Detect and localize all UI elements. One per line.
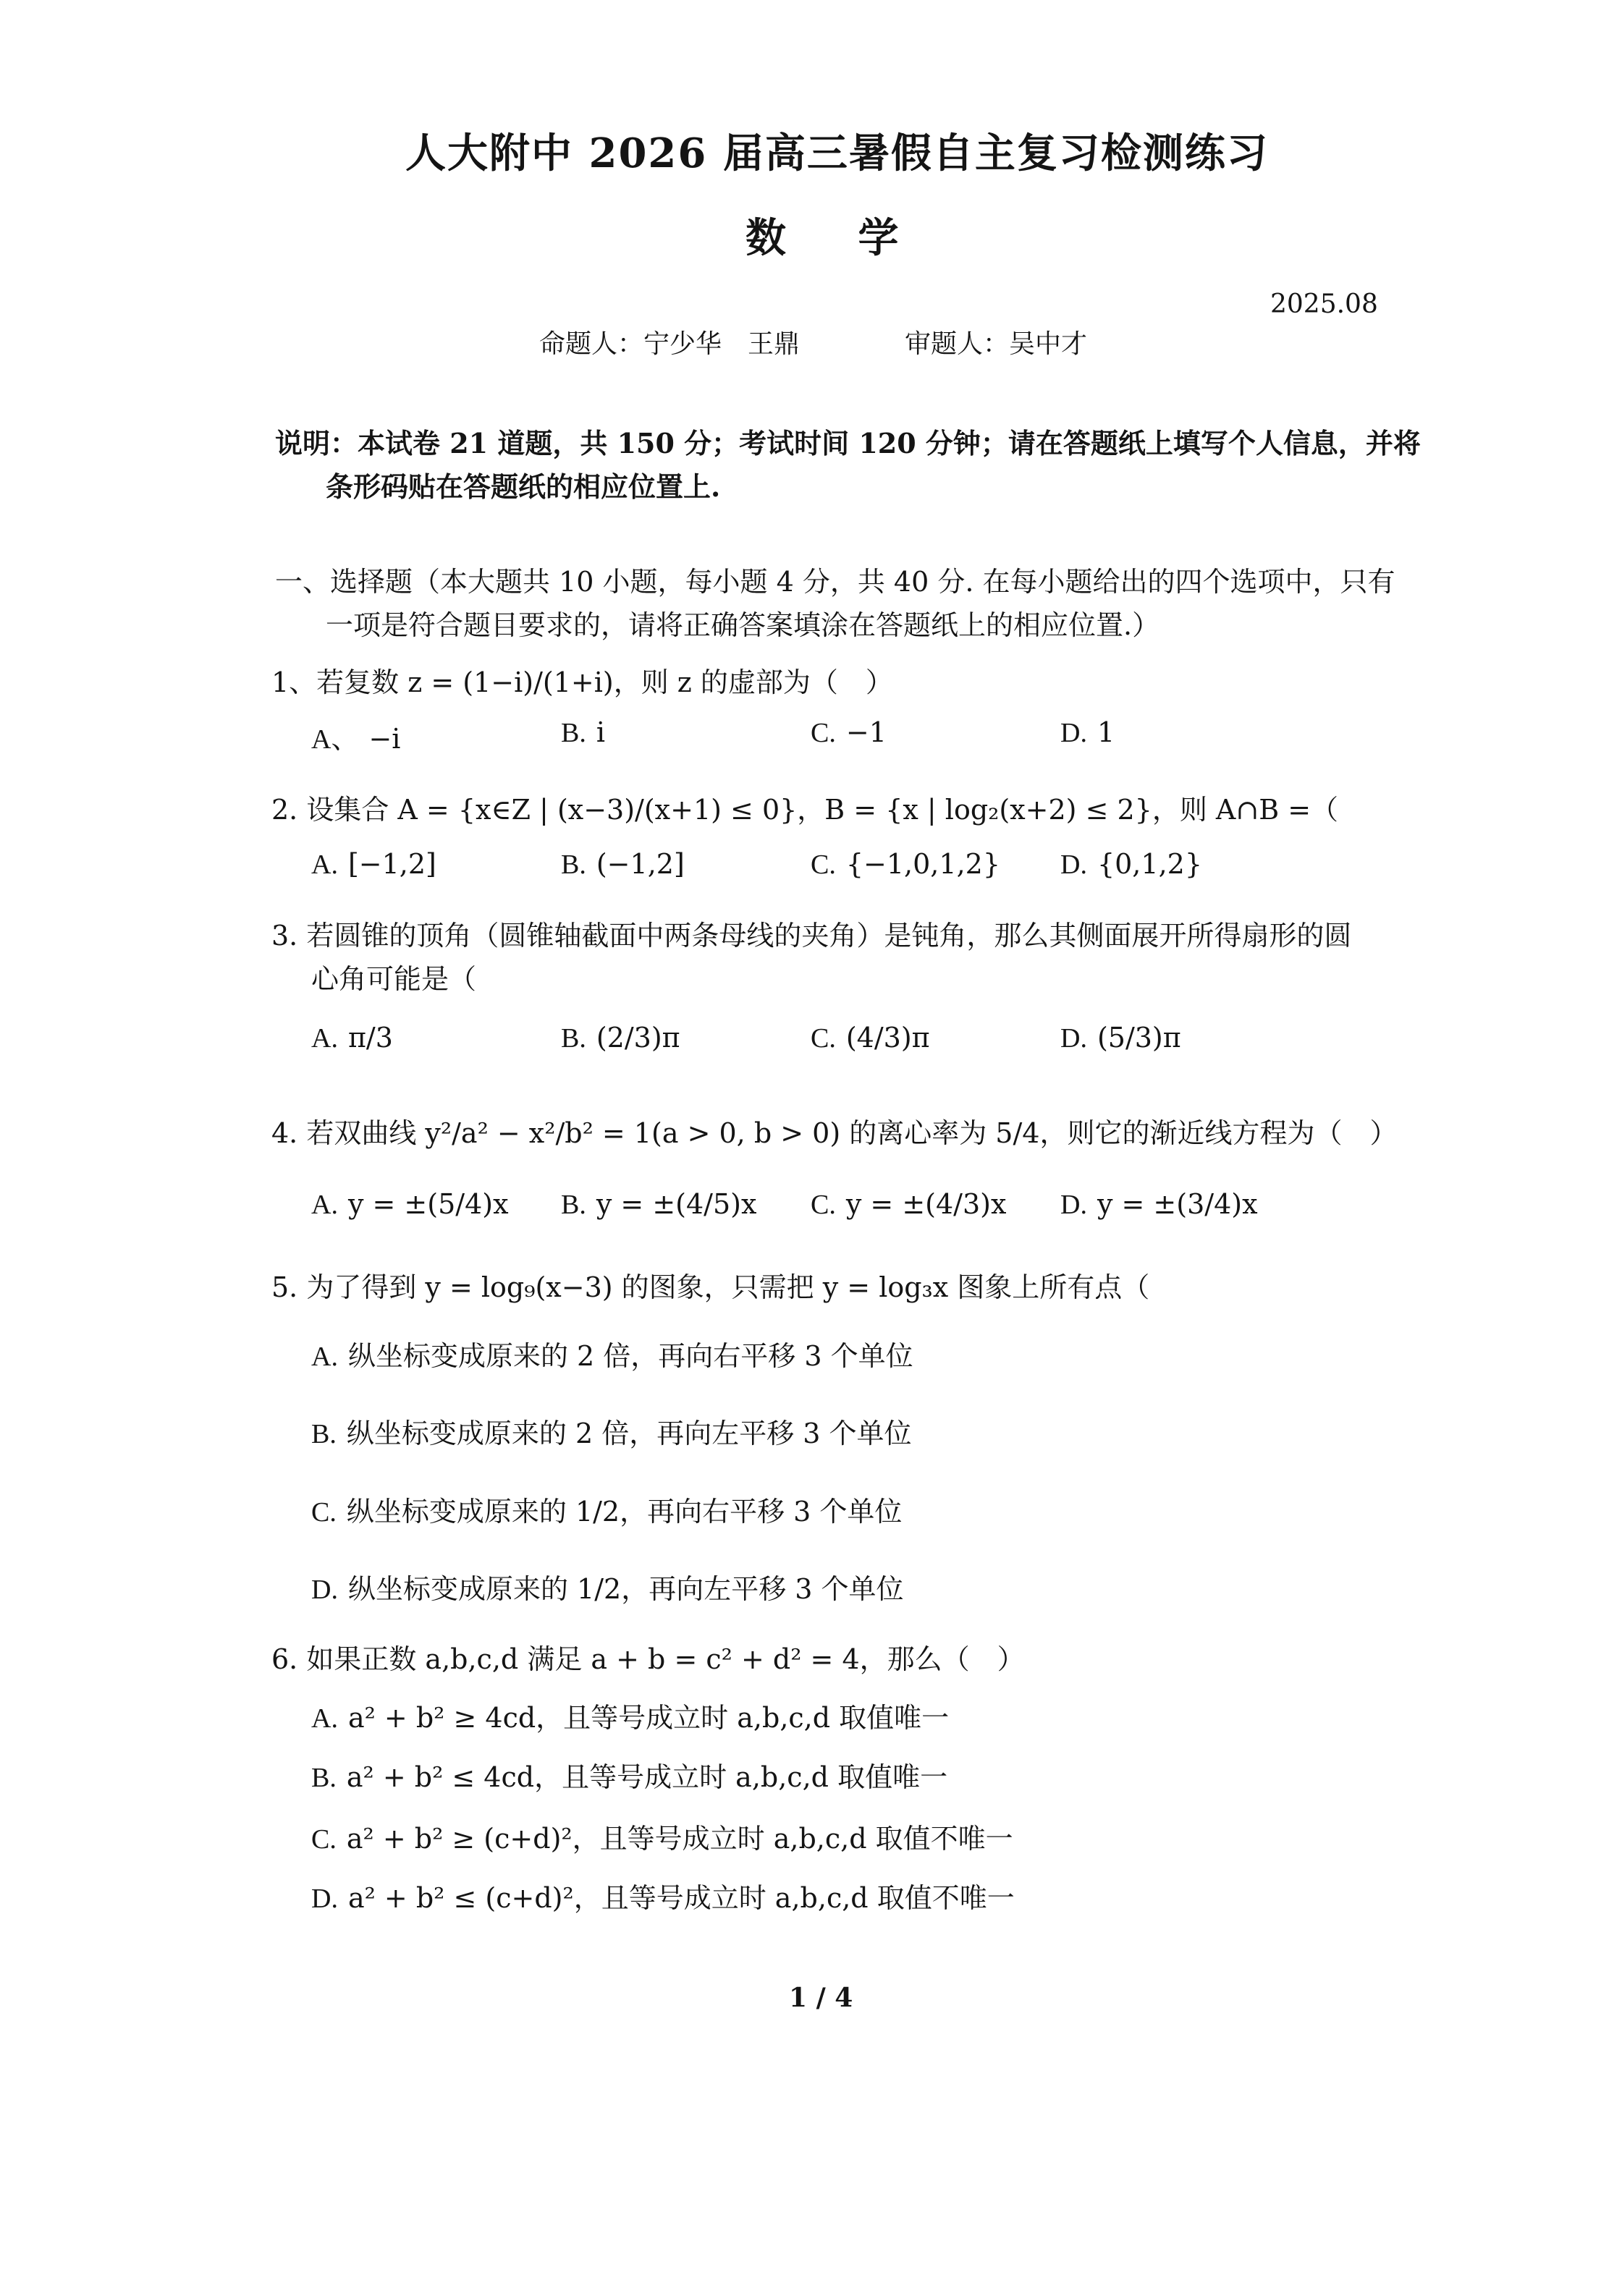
option-d: D. 1 [1060,716,1115,748]
option-a: A. π/3 [311,1022,393,1054]
question-6-option-a: A. a² + b² ≥ 4cd，且等号成立时 a,b,c,d 取值唯一 [311,1702,950,1734]
question-2-options [311,848,1310,881]
section-heading-line-2: 一项是符合题目要求的，请将正确答案填涂在答题纸上的相应位置.） [326,609,1160,641]
option-b: B. y = ±(4/5)x [561,1188,757,1220]
option-a: A. y = ±(5/4)x [311,1188,509,1220]
question-1-stem: 1、若复数 z = (1−i)/(1+i)，则 z 的虚部为（ ） [271,666,893,698]
question-4-options [311,1188,1310,1221]
question-3-stem-line-2: 心角可能是（ [311,963,477,995]
subject-heading: 数 学 [745,214,928,262]
question-5-option-b: B. 纵坐标变成原来的 2 倍，再向左平移 3 个单位 [311,1418,912,1449]
question-6-option-b: B. a² + b² ≤ 4cd，且等号成立时 a,b,c,d 取值唯一 [311,1761,948,1793]
question-5-option-c: C. 纵坐标变成原来的 1/2，再向右平移 3 个单位 [311,1496,903,1528]
question-6-option-d: D. a² + b² ≤ (c+d)²，且等号成立时 a,b,c,d 取值不唯一 [311,1882,1015,1914]
option-b: B. i [561,716,606,748]
option-c: C. y = ±(4/3)x [811,1188,1007,1220]
question-5-option-d: D. 纵坐标变成原来的 1/2，再向左平移 3 个单位 [311,1573,904,1605]
option-a: A、 −i [311,723,401,755]
instructions-line-2: 条形码贴在答题纸的相应位置上. [326,470,721,503]
section-heading-line-1: 一、选择题（本大题共 10 小题，每小题 4 分，共 40 分. 在每小题给出的四个选项中，只有 [275,566,1395,598]
question-2-stem: 2. 设集合 A = {x∈Z | (x−3)/(x+1) ≤ 0}，B = {x | log₂(x+2) ≤ 2}，则 A∩B =（ [271,794,1339,826]
reviewer: 审题人：吴中才 [905,329,1088,359]
option-d: D. y = ±(3/4)x [1060,1188,1258,1220]
option-b: B. (−1,2] [561,848,685,880]
instructions-line-1: 说明：本试卷 21 道题，共 150 分；考试时间 120 分钟；请在答题纸上填写个人信息，并将 [275,427,1421,459]
option-c: C. {−1,0,1,2} [811,848,1000,880]
page-number: 1 / 4 [789,1983,853,2013]
question-3-options [311,1022,1310,1054]
option-c: C. −1 [811,716,887,748]
option-d: D. {0,1,2} [1060,848,1202,880]
option-b: B. (2/3)π [561,1022,680,1054]
exam-date: 2025.08 [1270,289,1378,319]
question-6-stem: 6. 如果正数 a,b,c,d 满足 a + b = c² + d² = 4，那么（ ） [271,1643,1025,1675]
question-5-stem: 5. 为了得到 y = log₉(x−3) 的图象，只需把 y = log₃x 图象上所有点（ [271,1271,1150,1303]
question-1-options [311,716,1310,756]
option-c: C. (4/3)π [811,1022,930,1054]
authors: 命题人：宁少华 王鼎 [539,329,801,359]
page-title: 人大附中 2026 届高三暑假自主复习检测练习 [405,130,1269,177]
option-d: D. (5/3)π [1060,1022,1181,1054]
option-a: A. [−1,2] [311,848,436,880]
question-4-stem: 4. 若双曲线 y²/a² − x²/b² = 1(a > 0, b > 0) 的离心率为 5/4，则它的渐近线方程为（ ） [271,1117,1398,1149]
question-6-option-c: C. a² + b² ≥ (c+d)²，且等号成立时 a,b,c,d 取值不唯一 [311,1823,1013,1855]
question-5-option-a: A. 纵坐标变成原来的 2 倍，再向右平移 3 个单位 [311,1340,913,1372]
question-3-stem-line-1: 3. 若圆锥的顶角（圆锥轴截面中两条母线的夹角）是钝角，那么其侧面展开所得扇形的圆 [271,920,1352,952]
